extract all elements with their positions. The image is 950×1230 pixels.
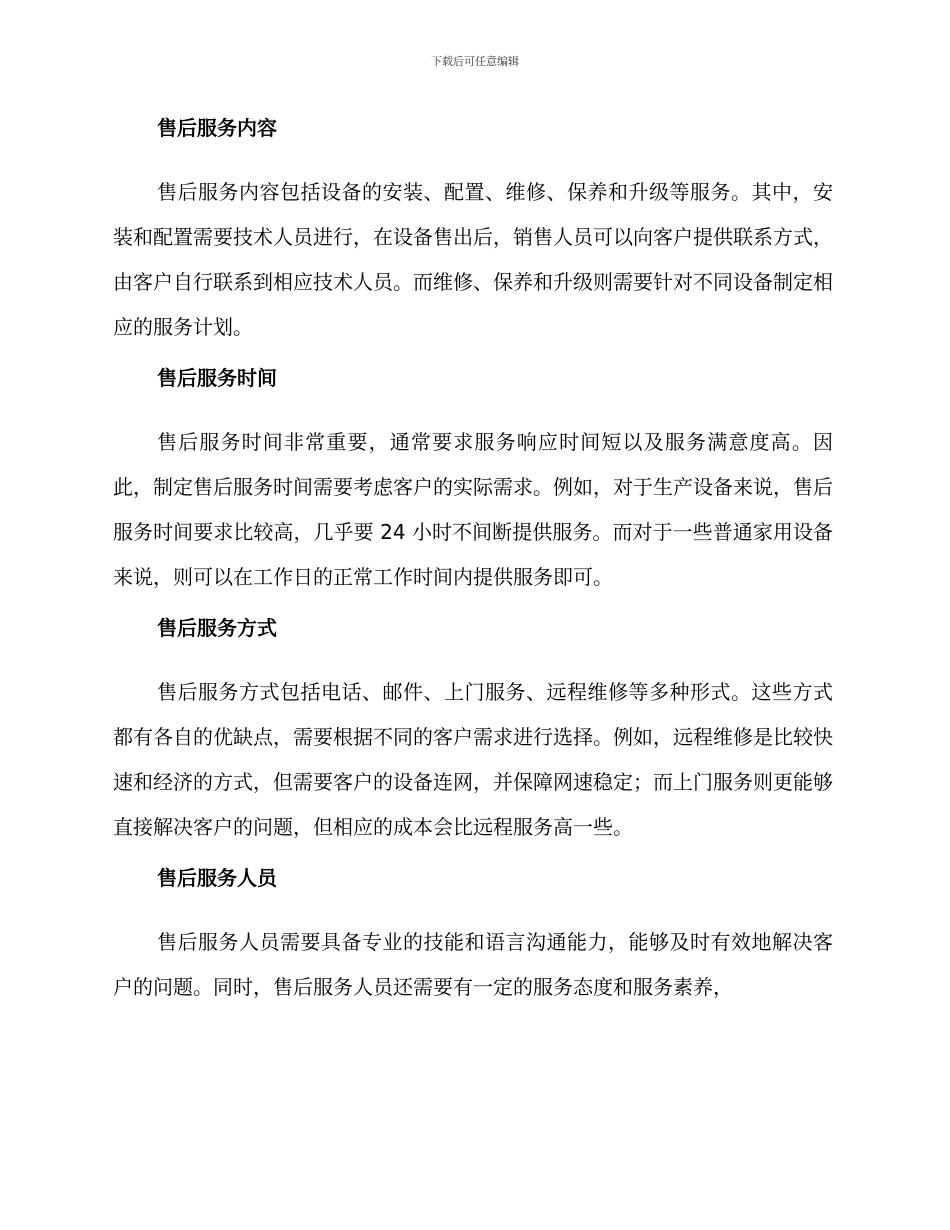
- section-paragraph: 售后服务时间非常重要，通常要求服务响应时间短以及服务满意度高。因此，制定售后服务时间需要考虑客户的实际需求。例如，对于生产设备来说，售后服务时间要求比较高，几乎要 24 小时不间断提供服务。而对于一些普通家用设备来说，则可以在工作日的正常工作时间内提供服务即可。: [113, 430, 833, 589]
- section-paragraph: 售后服务人员需要具备专业的技能和语言沟通能力，能够及时有效地解决客户的问题。同时，售后服务人员还需要有一定的服务态度和服务素养，: [113, 930, 833, 999]
- page-header: 下载后可任意编辑: [431, 55, 519, 68]
- section-content: [113, 112, 833, 350]
- section-paragraph: 售后服务方式包括电话、邮件、上门服务、远程维修等多种形式。这些方式都有各自的优缺点，需要根据不同的客户需求进行选择。例如，远程维修是比较快速和经济的方式，但需要客户的设备连网，并保障网速稳定；而上门服务则更能够直接解决客户的问题，但相应的成本会比远程服务高一些。: [113, 680, 833, 839]
- section-heading: 售后服务人员: [157, 866, 277, 890]
- section-method: [113, 612, 833, 850]
- section-paragraph: 售后服务内容包括设备的安装、配置、维修、保养和升级等服务。其中，安装和配置需要技术人员进行，在设备售出后，销售人员可以向客户提供联系方式，由客户自行联系到相应技术人员。而维修、保养和升级则需要针对不同设备制定相应的服务计划。: [113, 180, 833, 339]
- section-staff: [113, 862, 833, 1010]
- document-body: [113, 112, 833, 1022]
- section-time: [113, 362, 833, 600]
- section-heading: 售后服务内容: [157, 116, 277, 140]
- section-heading: 售后服务时间: [157, 366, 277, 390]
- section-heading: 售后服务方式: [157, 616, 277, 640]
